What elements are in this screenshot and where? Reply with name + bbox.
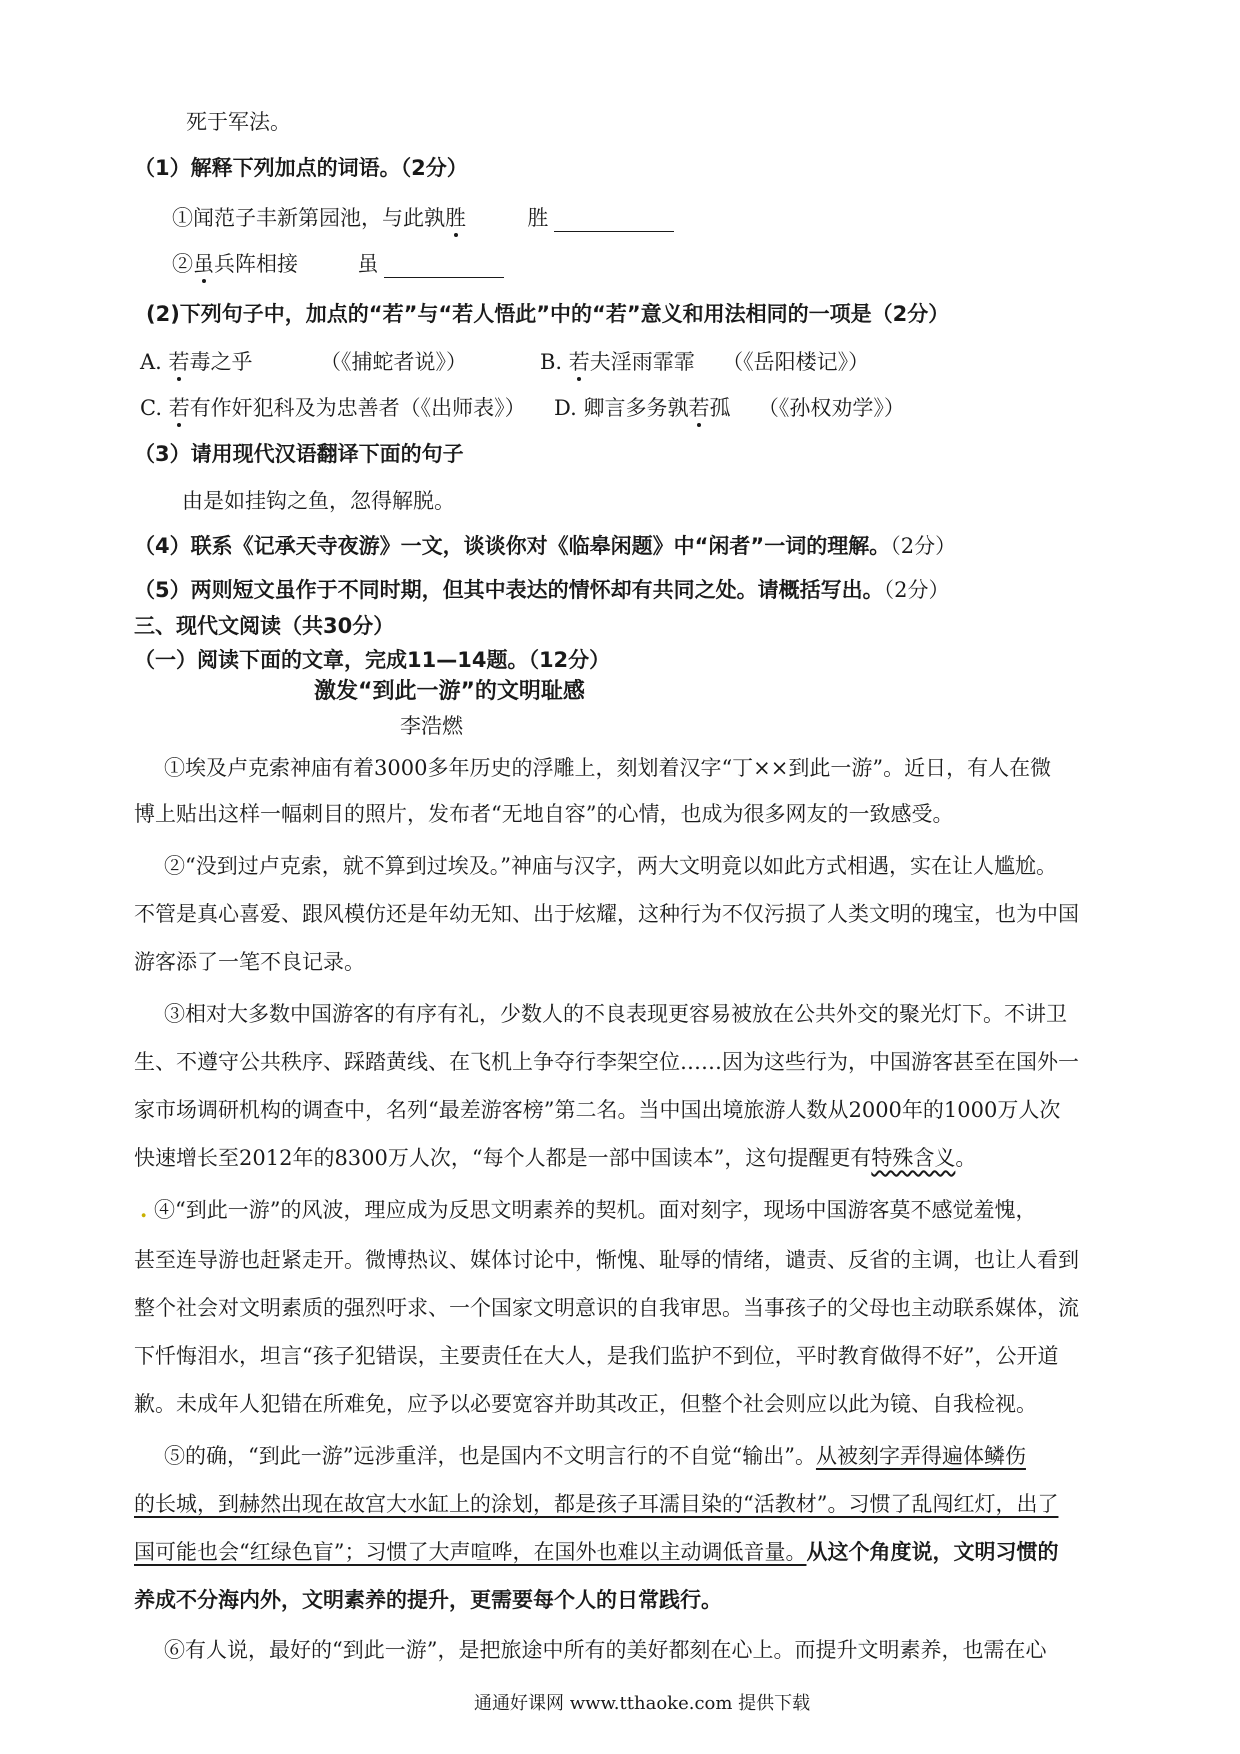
- q2-option-b: [540, 348, 869, 376]
- section3-heading: 三、现代文阅读（共30分）: [134, 614, 395, 638]
- q1-item1-label: 胜: [527, 206, 549, 230]
- p5-line1-text: ⑤的确，“到此一游”远涉重洋，也是国内不文明言行的不自觉“输出”。: [164, 1444, 816, 1468]
- q3-heading: （3）请用现代汉语翻译下面的句子: [134, 442, 464, 466]
- p5-line4-bold: 养成不分海内外，文明素养的提升，更需要每个人的日常践行。: [134, 1588, 722, 1612]
- q2-option-d-source: （《孙权劝学》）: [757, 396, 905, 420]
- q2-option-a-text: 毒之乎: [189, 350, 253, 374]
- q1-item2-label: 虽: [357, 252, 379, 276]
- q2-option-c-text: 有作奸犯科及为忠善者（《出师表》）: [189, 396, 526, 420]
- q4-score: （2分）: [890, 534, 957, 558]
- q5-question: （5）两则短文虽作于不同时期，但其中表达的情怀却有共同之处。请概括写出。: [134, 578, 884, 602]
- q2-option-a-prefix: A.: [140, 350, 162, 374]
- p6-line1: ⑥有人说，最好的“到此一游”，是把旅途中所有的美好都刻在心上。而提升文明素养，也需在心: [164, 1638, 1047, 1662]
- p4-margin-mark: .: [140, 1197, 148, 1222]
- q1-item2: [172, 250, 504, 278]
- q1-heading: （1）解释下列加点的词语。（2分）: [134, 156, 468, 180]
- q2-option-d-prefix: D.: [554, 396, 577, 420]
- p1-line1: ①埃及卢克索神庙有着3000多年历史的浮雕上，刻划着汉字“丁××到此一游”。近日，有人在微: [164, 756, 1052, 780]
- sub1-heading: （一）阅读下面的文章，完成11—14题。（12分）: [134, 648, 611, 672]
- q1-item1-dotted-word: 胜: [445, 206, 466, 230]
- q1-item2-num: ②: [172, 252, 193, 276]
- p3-line4: [134, 1144, 976, 1172]
- q2-option-a-source: （《捕蛇者说》）: [320, 350, 467, 374]
- q2-option-c: [140, 394, 526, 422]
- article-title: 激发“到此一游”的文明耻感: [314, 679, 585, 704]
- p4-line1-text: ④“到此一游”的风波，理应成为反思文明素养的契机。面对刻字，现场中国游客莫不感觉羞愧，: [154, 1198, 1037, 1222]
- p3-line1: ③相对大多数中国游客的有序有礼，少数人的不良表现更容易被放在公共外交的聚光灯下。不讲卫: [164, 1002, 1067, 1026]
- p1-line2: 博上贴出这样一幅刺目的照片，发布者“无地自容”的心情，也成为很多网友的一致感受。: [134, 802, 954, 826]
- p4-line1: [140, 1196, 1036, 1224]
- q2-option-d: [554, 394, 905, 422]
- article-author: 李浩燃: [400, 714, 463, 738]
- q1-item1-answer-blank: [554, 211, 674, 232]
- q3-sentence: 由是如挂钩之鱼，忽得解脱。: [182, 489, 455, 513]
- q1-item1-text: ①闻范子丰新第园池，与此孰: [172, 206, 445, 230]
- q2-option-d-text2: 孤: [709, 396, 731, 420]
- q1-item1: [172, 204, 674, 232]
- p5-line3: [134, 1538, 1058, 1566]
- p2-line1: ②“没到过卢克索，就不算到过埃及。”神庙与汉字，两大文明竟以如此方式相遇，实在让人尴尬。: [164, 854, 1057, 878]
- q2-option-c-dotted-word: 若: [168, 396, 190, 420]
- q2-heading: (2)下列句子中，加点的“若”与“若人悟此”中的“若”意义和用法相同的一项是（2分）: [146, 302, 950, 326]
- q2-option-d-dotted-word: 若: [688, 396, 710, 420]
- p3-line4-wavy-phrase: 特殊含义: [871, 1146, 956, 1170]
- q2-option-c-prefix: C.: [140, 396, 162, 420]
- p5-line1: [164, 1442, 1026, 1470]
- p2-line3: 游客添了一笔不良记录。: [134, 950, 365, 974]
- q2-option-b-dotted-word: 若: [568, 350, 590, 374]
- q2-option-d-text1: 卿言多务孰: [583, 396, 689, 420]
- q1-item2-text: 兵阵相接: [214, 252, 298, 276]
- q1-item2-answer-blank: [384, 257, 504, 278]
- q1-item2-dotted-word: 虽: [193, 252, 214, 276]
- p5-line2-underlined: 的长城，到赫然出现在故宫大水缸上的涂划，都是孩子耳濡目染的“活教材”。习惯了乱闯红灯，出了: [134, 1492, 1059, 1516]
- q4-question: （4）联系《记承天寺夜游》一文，谈谈你对《临皋闲题》中“闲者”一词的理解。: [134, 534, 891, 558]
- p5-line1-underlined: 从被刻字弄得遍体鳞伤: [815, 1444, 1026, 1468]
- top-line: 死于军法。: [186, 110, 291, 134]
- q5-line: [134, 576, 949, 604]
- q2-option-b-text: 夫淫雨霏霏: [589, 350, 695, 374]
- q5-score: （2分）: [883, 578, 950, 602]
- p4-line5: 歉。未成年人犯错在所难免，应予以必要宽容并助其改正，但整个社会则应以此为镜、自我检视。: [134, 1392, 1037, 1416]
- p4-line4: 下忏悔泪水，坦言“孩子犯错误，主要责任在大人，是我们监护不到位，平时教育做得不好”，公开道: [134, 1344, 1059, 1368]
- p5-line3-bold: 从这个角度说，文明习惯的: [806, 1540, 1059, 1564]
- page-footer: 通通好课网 www.tthaoke.com 提供下载: [474, 1693, 811, 1714]
- q2-option-a-dotted-word: 若: [168, 350, 190, 374]
- q2-option-a: [140, 348, 253, 376]
- p3-line2: 生、不遵守公共秩序、踩踏黄线、在飞机上争夺行李架空位……因为这些行为，中国游客甚至在国外一: [134, 1050, 1079, 1074]
- p3-line3: 家市场调研机构的调查中，名列“最差游客榜”第二名。当中国出境旅游人数从2000年的1000万人次: [134, 1098, 1061, 1122]
- q2-option-b-source: （《岳阳楼记》）: [722, 350, 870, 374]
- q2-option-b-prefix: B.: [540, 350, 563, 374]
- p3-line4-end: 。: [955, 1146, 977, 1170]
- q4-line: [134, 532, 956, 560]
- p4-line2: 甚至连导游也赶紧走开。微博热议、媒体讨论中，惭愧、耻辱的情绪，谴责、反省的主调，也让人看到: [134, 1248, 1079, 1272]
- p3-line4-text: 快速增长至2012年的8300万人次，“每个人都是一部中国读本”，这句提醒更有: [134, 1146, 872, 1170]
- p4-line3: 整个社会对文明素质的强烈吁求、一个国家文明意识的自我审思。当事孩子的父母也主动联系媒体，流: [134, 1296, 1079, 1320]
- p5-line3-underlined: 国可能也会“红绿色盲”；习惯了大声喧哗，在国外也难以主动调低音量。: [134, 1540, 807, 1564]
- p2-line2: 不管是真心喜爱、跟风模仿还是年幼无知、出于炫耀，这种行为不仅污损了人类文明的瑰宝，也为中国: [134, 902, 1079, 926]
